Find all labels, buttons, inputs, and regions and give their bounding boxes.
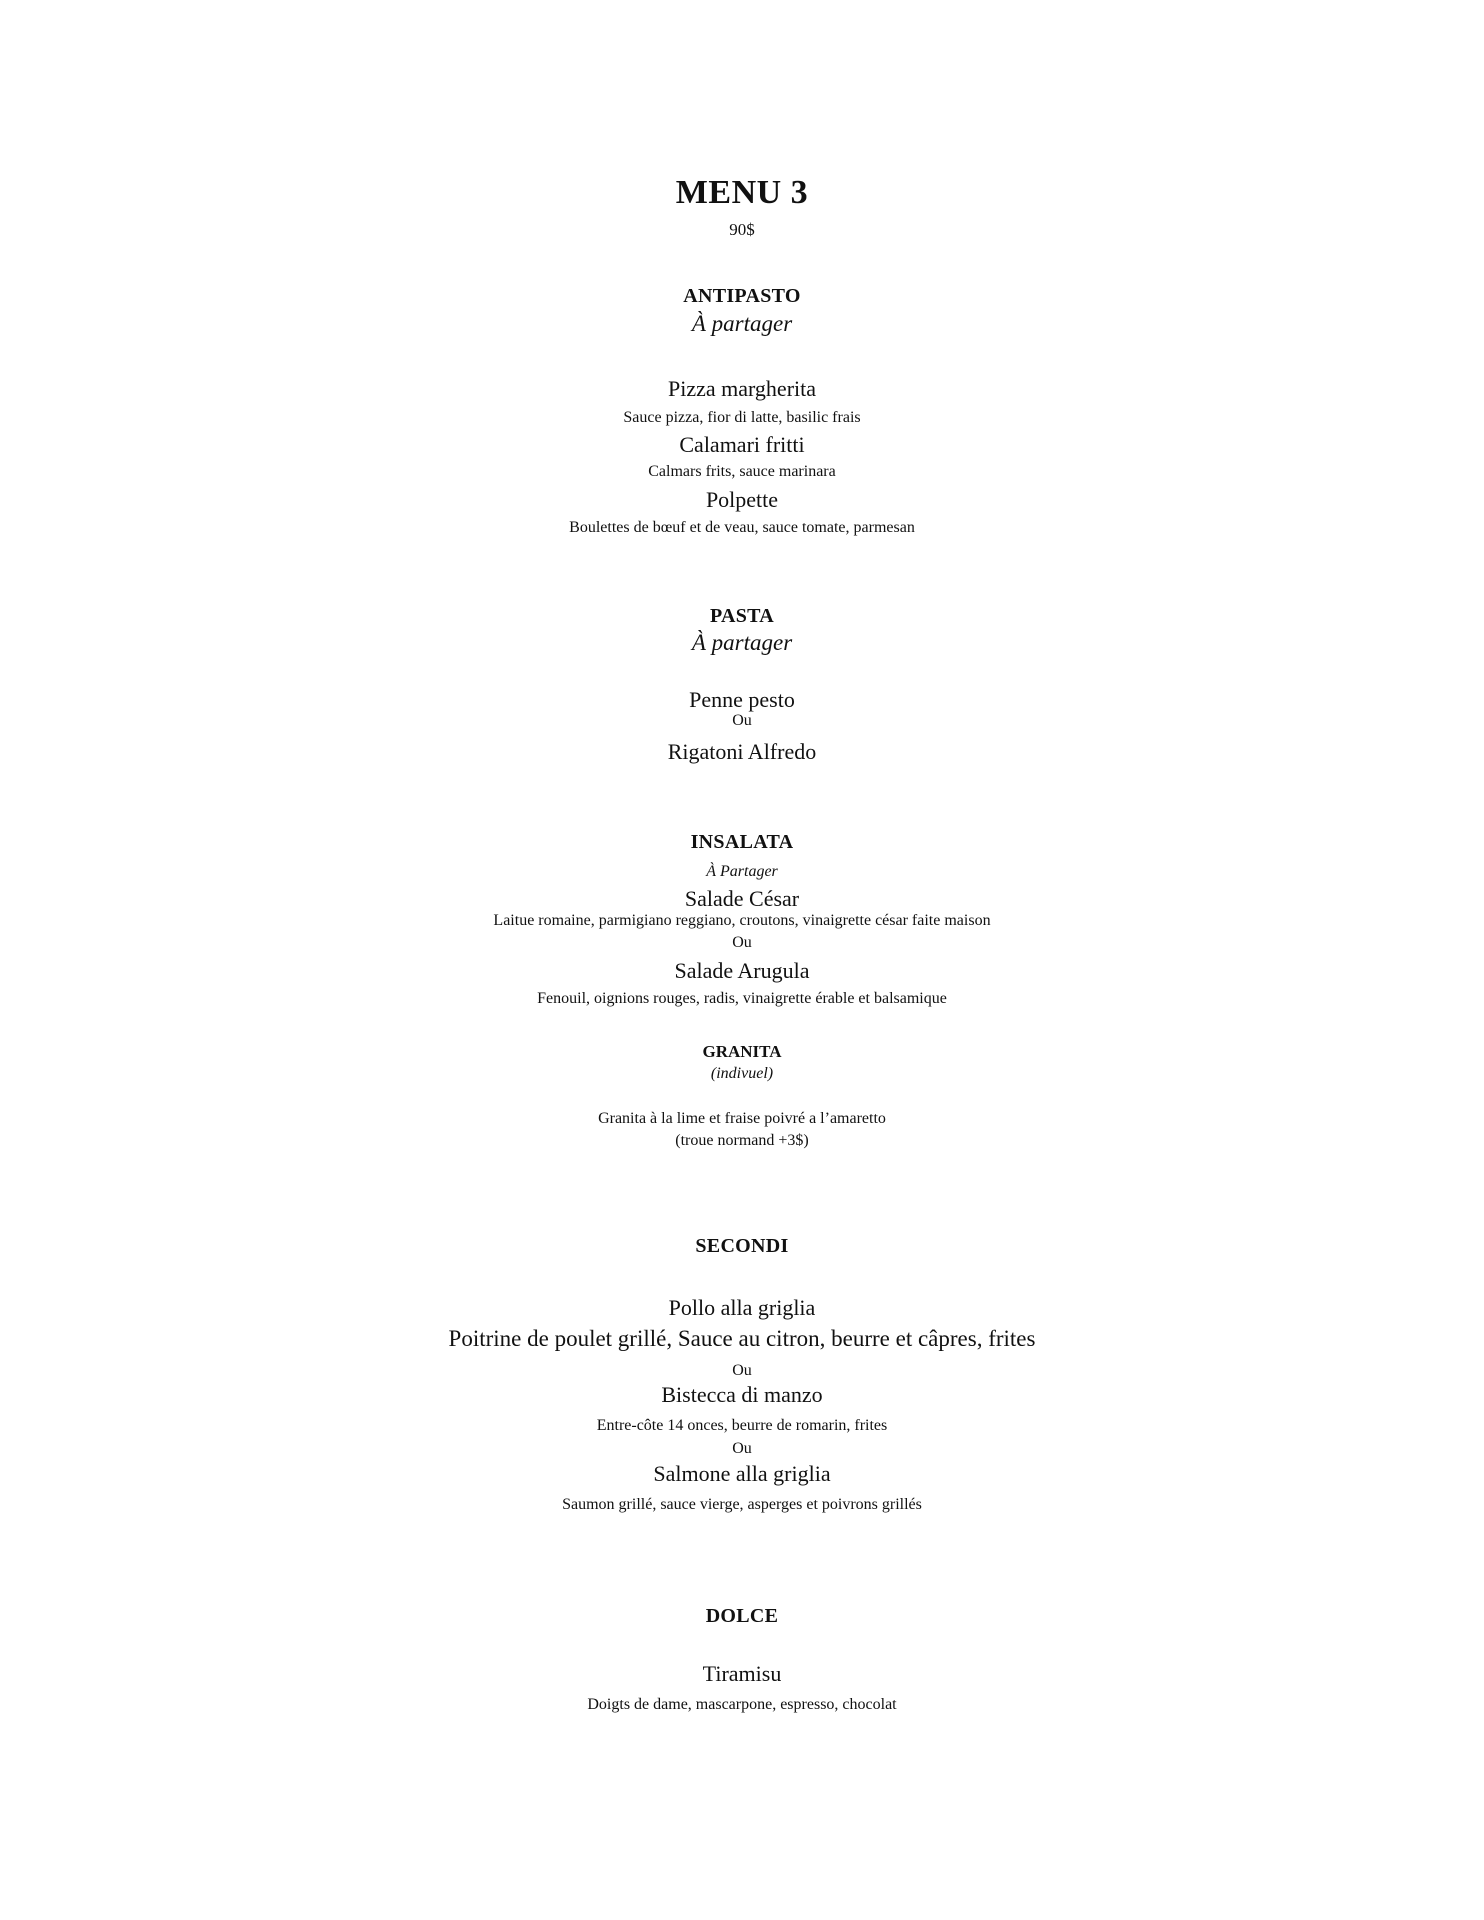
insalata-item-desc: Laitue romaine, parmigiano reggiano, croutons, vinaigrette césar faite maison xyxy=(493,912,991,929)
dolce-item-desc: Doigts de dame, mascarpone, espresso, chocolat xyxy=(587,1696,897,1713)
dolce-heading: DOLCE xyxy=(705,1605,779,1627)
menu-title: MENU 3 xyxy=(675,174,809,211)
antipasto-item-name: Pizza margherita xyxy=(667,376,817,401)
granita-subtitle: (indivuel) xyxy=(710,1065,774,1082)
secondi-item-desc: Entre-côte 14 onces, beurre de romarin, frites xyxy=(596,1417,888,1434)
secondi-item-name: Pollo alla griglia xyxy=(668,1295,816,1320)
insalata-item-name: Salade Arugula xyxy=(674,958,810,983)
granita-desc: Granita à la lime et fraise poivré a l’amaretto xyxy=(598,1110,886,1127)
pasta-or: Ou xyxy=(732,712,752,729)
insalata-item-name: Salade César xyxy=(684,886,800,911)
granita-note: (troue normand +3$) xyxy=(675,1132,809,1149)
antipasto-item-desc: Calmars frits, sauce marinara xyxy=(648,463,836,480)
secondi-heading: SECONDI xyxy=(695,1235,789,1257)
antipasto-heading: ANTIPASTO xyxy=(683,285,801,307)
secondi-item-desc: Poitrine de poulet grillé, Sauce au citron, beurre et câpres, frites xyxy=(448,1326,1036,1351)
antipasto-subtitle: À partager xyxy=(691,311,793,336)
antipasto-item-name: Polpette xyxy=(705,487,779,512)
secondi-item-desc: Saumon grillé, sauce vierge, asperges et poivrons grillés xyxy=(562,1496,922,1513)
dolce-item-name: Tiramisu xyxy=(702,1661,782,1686)
pasta-heading: PASTA xyxy=(709,605,775,627)
secondi-item-name: Salmone alla griglia xyxy=(653,1461,831,1486)
insalata-or: Ou xyxy=(732,934,752,951)
secondi-or: Ou xyxy=(732,1440,752,1457)
antipasto-item-desc: Boulettes de bœuf et de veau, sauce tomate, parmesan xyxy=(569,519,915,536)
pasta-item-name: Penne pesto xyxy=(689,687,795,712)
insalata-subtitle: À Partager xyxy=(706,863,778,880)
pasta-subtitle: À partager xyxy=(691,630,793,655)
secondi-or: Ou xyxy=(732,1362,752,1379)
menu-price: 90$ xyxy=(729,220,755,239)
granita-heading: GRANITA xyxy=(702,1042,782,1061)
antipasto-item-desc: Sauce pizza, fior di latte, basilic frais xyxy=(623,409,861,426)
insalata-heading: INSALATA xyxy=(690,831,794,853)
antipasto-item-name: Calamari fritti xyxy=(679,432,805,457)
secondi-item-name: Bistecca di manzo xyxy=(661,1382,823,1407)
insalata-item-desc: Fenouil, oignions rouges, radis, vinaigrette érable et balsamique xyxy=(537,990,947,1007)
pasta-item-name: Rigatoni Alfredo xyxy=(667,739,817,764)
